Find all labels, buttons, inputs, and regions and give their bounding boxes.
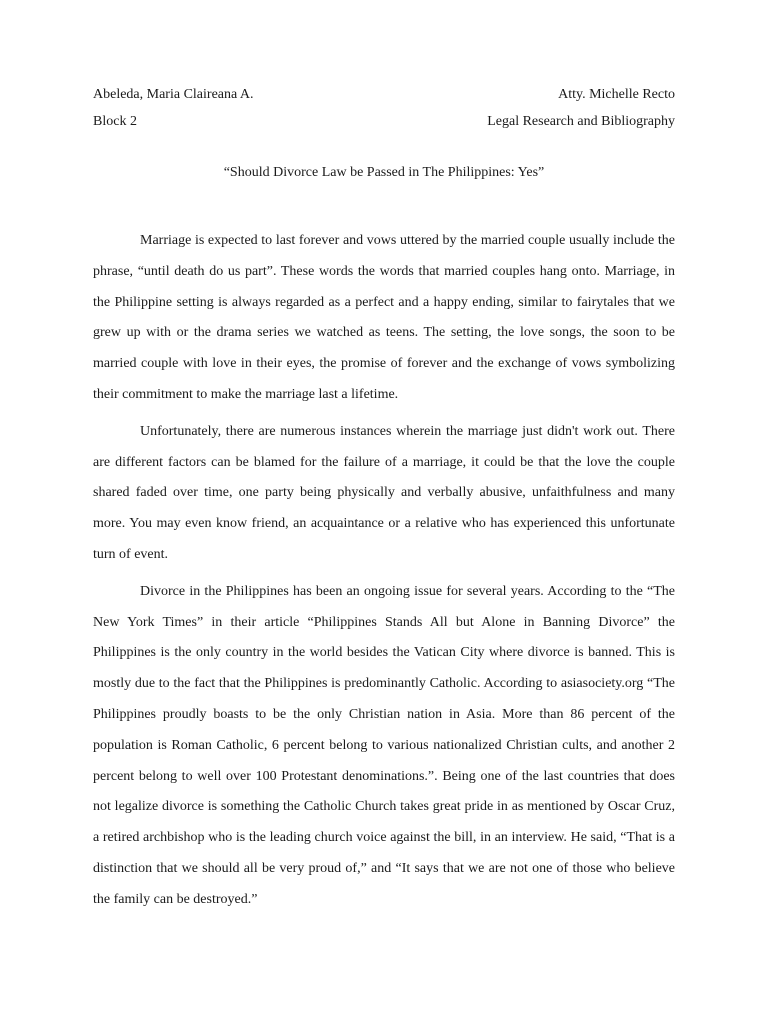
course-name: Legal Research and Bibliography [487,114,675,129]
instructor-name: Atty. Michelle Recto [558,87,675,102]
paragraph-3: Divorce in the Philippines has been an ongoing issue for several years. According to the “The New York Times” in their article “Philippines Stands All but Alone in Banning Divorce” the Philippines is the only country in the world besides the Vatican City where divorce is banned. This is mostly due to the fact that the Philippines is predominantly Catholic. According to asiasociety.org “The Philippines proudly boasts to be the only Christian nation in Asia. More than 86 percent of the population is Roman Catholic, 6 percent belong to various nationalized Christian cults, and another 2 percent belong to well over 100 Protestant denominations.”. Being one of the last countries that does not legalize divorce is something the Catholic Church takes great pride in as mentioned by Oscar Cruz, a retired archbishop who is the leading church voice against the bill, in an interview. He said, “That is a distinction that we should all be very proud of,” and “It says that we are not one of those who believe the family can be destroyed.” [93,583,675,907]
essay-title: “Should Divorce Law be Passed in The Philippines: Yes” [223,165,545,180]
header-row-2 [93,113,675,131]
essay-body [93,226,675,922]
header-row-1 [93,86,675,104]
paragraph-1: Marriage is expected to last forever and vows uttered by the married couple usually include the phrase, “until death do us part”. These words the words that married couples hang onto. Marriage, in the Philippine setting is always regarded as a perfect and a happy ending, similar to fairytales that we grew up with or the drama series we watched as teens. The setting, the love songs, the soon to be married couple with love in their eyes, the promise of forever and the exchange of vows symbolizing their commitment to make the marriage last a lifetime. [93,233,675,402]
block-label: Block 2 [93,114,137,129]
paragraph-2: Unfortunately, there are numerous instances wherein the marriage just didn't work out. There are different factors can be blamed for the failure of a marriage, it could be that the love the couple shared faded over time, one party being physically and verbally abusive, unfaithfulness and many more. You may even know friend, an acquaintance or a relative who has experienced this unfortunate turn of event. [93,423,675,562]
student-name: Abeleda, Maria Claireana A. [93,87,254,102]
